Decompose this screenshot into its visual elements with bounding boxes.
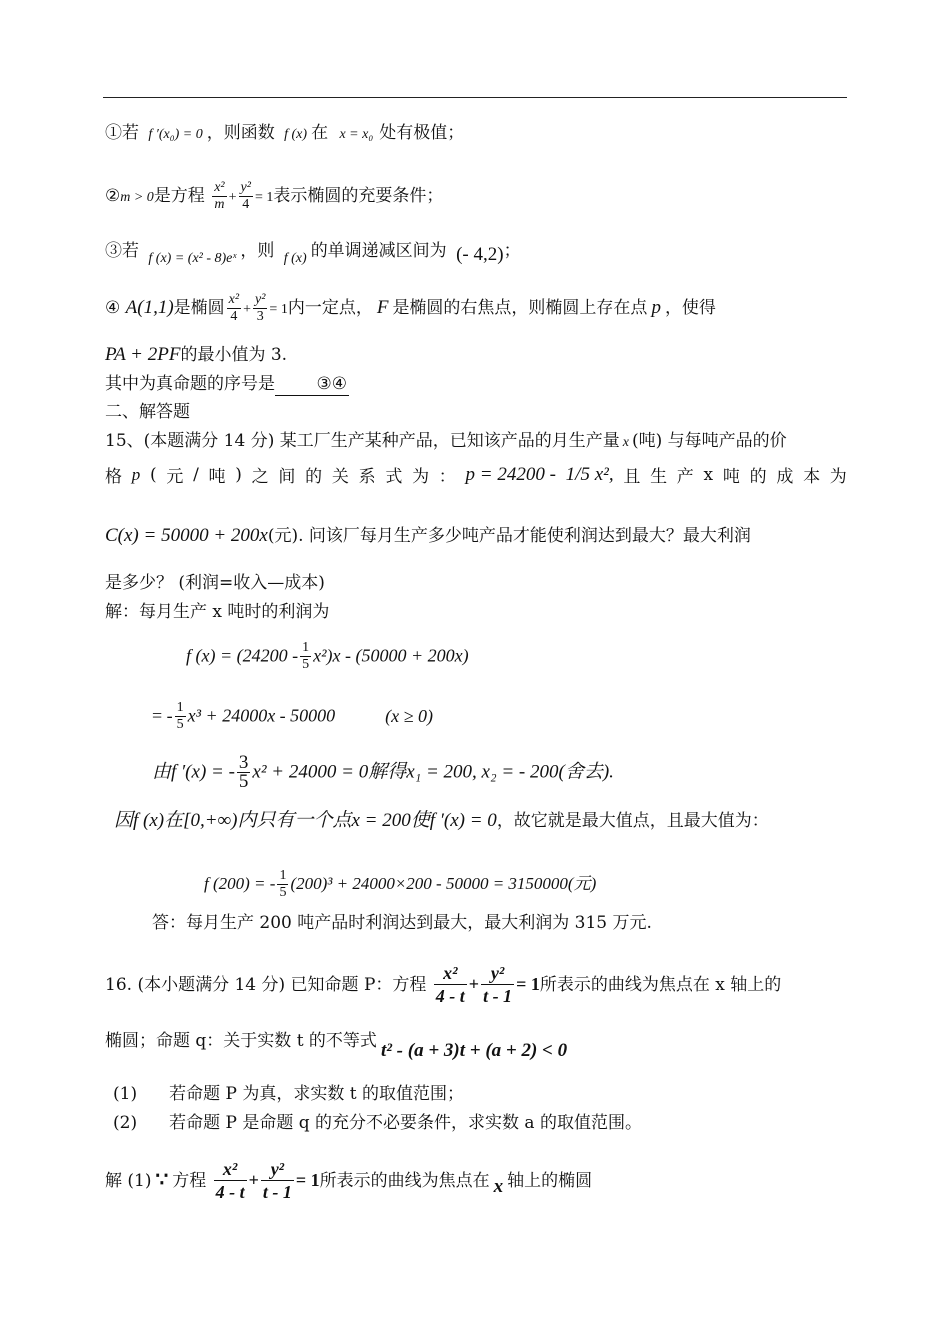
equation-4: 因f (x)在[0,+∞)内只有一个点x = 200使f ′(x) = 0，故它就是最大值点，且最大值为： (114, 810, 769, 831)
q15-solution-intro: 解：每月生产 x 吨时的利润为 (105, 602, 330, 622)
equation-5: f (200) = - $\frac{1}{5}$ (200)³ + 24000×200 - 50000 = 3150000(元) (204, 868, 597, 900)
fraction: $\frac{\text{x²}}{m}$ (214, 180, 225, 212)
q15-line-4: 是多少？ (利润=收入—成本) (105, 573, 325, 593)
q16-part-1: (1) 若命题 P 为真，求实数 t 的取值范围； (113, 1084, 464, 1104)
header-rule (103, 97, 847, 98)
formula: t² - (a + 3)t + (a + 2) < 0 (380, 1040, 568, 1061)
q15-line-1: 15、(本题满分 14 分) 某工厂生产某种产品，已知该产品的月生产量 x (吨) 与每吨产品的价 (105, 431, 787, 451)
formula: C(x) = 50000 + 200x (105, 525, 268, 546)
formula: f ′(x₀) = 0 (148, 127, 203, 142)
formula: 1/5 x², (565, 463, 614, 485)
item-marker: ① (105, 123, 122, 143)
formula: (- 4,2) (456, 244, 504, 265)
section-heading: 二、解答题 (105, 402, 190, 422)
fraction: $\frac{\text{y²}}{4}$ (240, 180, 251, 212)
formula: PA + 2PF (105, 344, 181, 365)
answer-line: 其中为真命题的序号是 ③④ (105, 374, 347, 394)
q15-answer: 答：每月生产 200 吨产品时利润达到最大，最大利润为 315 万元. (152, 913, 652, 933)
equation-2: = - $\frac{1}{5}$ x³ + 24000x - 50000 (x ≥ 0) (152, 700, 434, 732)
statement-2: ②m > 0是方程 $\frac{\text{x²}}{m}$ + $\frac{\text{y²}}{4}$ = 1表示椭圆的充要条件； (105, 180, 444, 212)
item-marker: ④ (105, 298, 121, 318)
formula: f (x) (284, 127, 308, 142)
formula: p = 24200 - (465, 463, 556, 485)
statement-4-continued: PA + 2PF的最小值为 3. (105, 344, 288, 365)
q16-solution: 解 (1) ∵ 方程 $\frac{\text{x²}}{4 - t}$ + $\frac{\text{y²}}{t - 1}$ = 1所表示的曲线为焦点在 x 轴上的椭圆 (105, 1159, 593, 1202)
q15-line-2: 格 p ( 元 / 吨 ) 之 间 的 关 系 式 为 ： p = 24200 - 1/5 x², 且 生 产 x 吨 的 成 本 为 (105, 463, 847, 487)
fraction: $\frac{\text{y²}}{3}$ (255, 292, 266, 324)
formula: A(1,1) (125, 297, 174, 318)
formula: p (651, 297, 661, 318)
fraction: $\frac{\text{x²}}{4}$ (228, 292, 240, 324)
statement-4: ④ A(1,1)是椭圆 $\frac{\text{x²}}{4}$ + $\frac{\text{y²}}{3}$ = 1内一定点， F 是椭圆的右焦点，则椭圆上存在点 p ，使得 (105, 292, 716, 324)
q16-line-1: 16. (本小题满分 14 分) 已知命题 P：方程 $\frac{\text{x²}}{4 - t}$ + $\frac{\text{y²}}{t - 1}$ = 1所表示的曲线为焦点在 x 轴上的 (105, 963, 782, 1006)
formula: x = x₀ (339, 127, 374, 142)
statement-1: ①若 f ′(x₀) = 0 ，则函数 f (x) 在 x = x₀ 处有极值； (105, 123, 465, 143)
formula: f (x) (283, 251, 307, 266)
q16-line-2: 椭圆；命题 q：关于实数 t 的不等式 t² - (a + 3)t + (a + 2) < 0 (105, 1031, 568, 1061)
item-marker: ② (105, 186, 121, 206)
equation-3: 由f ′(x) = - $\frac{3}{5}$ x² + 24000 = 0解得x₁ = 200, x₂ = - 200(舍去). (152, 752, 614, 792)
q16-part-2: (2) 若命题 P 是命题 q 的充分不必要条件，求实数 a 的取值范围。 (113, 1113, 642, 1133)
q15-line-3: C(x) = 50000 + 200x(元). 问该厂每月生产多少吨产品才能使利润达到最大？最大利润 (105, 525, 751, 546)
answer-blank: ③④ (275, 373, 349, 396)
formula: f (x) = (x² - 8)eˣ (148, 251, 237, 266)
statement-3: ③若 $_{f (x) = (x^2 - 8)eˣ}$ ，则 $_{f (x)}$ 的单调递减区间为 (- 4,2)； (105, 241, 521, 266)
item-marker: ③ (105, 241, 122, 261)
formula: m > 0 (120, 190, 154, 205)
equation-1: f (x) = (24200 - $\frac{1}{5}$ x²)x - (50000 + 200x) (186, 640, 469, 672)
formula: F (376, 297, 389, 318)
